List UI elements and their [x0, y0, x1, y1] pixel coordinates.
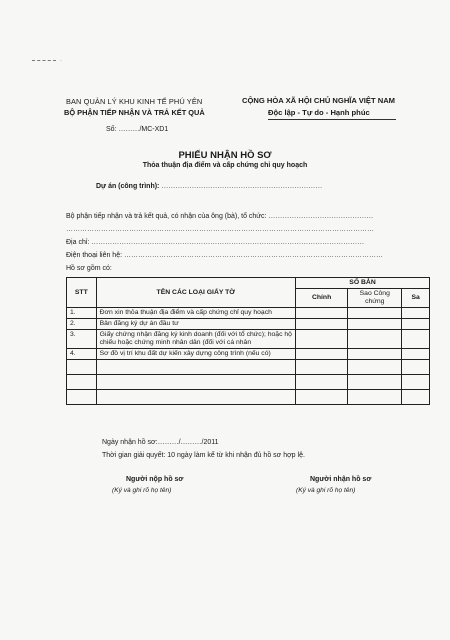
- cell-stt: 4.: [67, 349, 97, 360]
- header-so-ban: SỐ BẢN: [296, 278, 430, 289]
- field-dien-thoai-label: Điện thoại liên hệ:: [66, 252, 123, 259]
- signature-receiver-note: (Ký và ghi rõ họ tên): [296, 487, 356, 494]
- cell-name: Đơn xin thỏa thuận địa điểm và cấp chứng chỉ quy hoạch: [96, 308, 295, 319]
- cell-empty: [348, 360, 402, 375]
- signature-submitter-title: Người nộp hồ sơ: [126, 476, 184, 483]
- cell-empty: [67, 375, 97, 390]
- cell-empty: [67, 390, 97, 405]
- cell-empty: [96, 390, 295, 405]
- scan-artifact-line: [32, 60, 56, 61]
- cell-name: Giấy chứng nhận đăng ký kinh doanh (đối với tổ chức); hoặc hộ chiếu hoặc chứng minh nhân dân (đối với cá nhân: [96, 330, 295, 349]
- scan-artifact-dot: ·: [60, 58, 62, 64]
- field-du-an-dots: ……………………………………………………………: [161, 183, 323, 190]
- signature-submitter-note: (Ký và ghi rõ họ tên): [112, 487, 172, 494]
- cell-sa: [402, 349, 430, 360]
- cell-empty: [67, 360, 97, 375]
- table-row: [67, 349, 430, 360]
- thoi-gian-giai-quyet: Thời gian giải quyết: 10 ngày làm kể từ khi nhận đủ hồ sơ hợp lệ.: [102, 452, 305, 459]
- cell-stt: 3.: [67, 330, 97, 349]
- cell-name: Bản đăng ký dự án đầu tư: [96, 319, 295, 330]
- header-chinh: Chính: [296, 289, 348, 308]
- cell-empty: [296, 360, 348, 375]
- cell-sa: [402, 330, 430, 349]
- field-bo-phan-label: Bộ phận tiếp nhận và trả kết quả, có nhận của ông (bà), tổ chức:: [66, 213, 267, 220]
- country-line-1: CỘNG HÒA XÃ HỘI CHỦ NGHĨA VIỆT NAM: [242, 96, 396, 105]
- field-dia-chi: [66, 239, 364, 246]
- ngay-nhan-ho-so: Ngày nhận hồ sơ:………/………/2011: [102, 439, 219, 446]
- field-blank-line: ……………………………………………………………………………………………………………………: [66, 226, 374, 233]
- field-ho-so-gom: Hồ sơ gồm có:: [66, 265, 112, 272]
- cell-chinh: [296, 308, 348, 319]
- field-dia-chi-dots: ………………………………………………………………………………………………………: [91, 239, 365, 246]
- field-bo-phan-dots: ………………………………………: [268, 213, 374, 220]
- table-row-empty: [67, 390, 430, 405]
- cell-chinh: [296, 349, 348, 360]
- field-dien-thoai: [66, 252, 383, 259]
- field-bo-phan: [66, 213, 373, 220]
- cell-empty: [348, 375, 402, 390]
- motto-underline: [268, 119, 396, 120]
- field-du-an-label: Dự án (công trình):: [96, 183, 160, 190]
- header-sa: Sa: [402, 289, 430, 308]
- table-row-empty: [67, 375, 430, 390]
- cell-empty: [296, 390, 348, 405]
- table-row: [67, 330, 430, 349]
- field-du-an: [96, 183, 322, 190]
- document-subtitle: Thỏa thuận địa điểm và cấp chứng chỉ quy hoạch: [142, 162, 308, 169]
- cell-stt: 1.: [67, 308, 97, 319]
- documents-table: [66, 277, 430, 405]
- header-name: TÊN CÁC LOẠI GIẤY TỜ: [96, 278, 295, 308]
- cell-empty: [348, 390, 402, 405]
- cell-empty: [96, 360, 295, 375]
- table-row: [67, 319, 430, 330]
- org-line-2: BỘ PHẬN TIẾP NHẬN VÀ TRẢ KẾT QUẢ: [64, 108, 205, 117]
- cell-sao: [348, 308, 402, 319]
- signature-receiver-title: Người nhận hồ sơ: [310, 476, 372, 483]
- document-title: PHIẾU NHẬN HỒ SƠ: [178, 150, 272, 161]
- cell-chinh: [296, 330, 348, 349]
- cell-empty: [402, 375, 430, 390]
- table-row: [67, 308, 430, 319]
- cell-empty: [296, 375, 348, 390]
- cell-sa: [402, 308, 430, 319]
- cell-empty: [402, 360, 430, 375]
- document-number: Số: ………/MC-XD1: [106, 126, 169, 133]
- field-dia-chi-label: Địa chỉ:: [66, 239, 90, 246]
- cell-chinh: [296, 319, 348, 330]
- cell-empty: [96, 375, 295, 390]
- header-sao-cong-chung: Sao Công chứng: [348, 289, 402, 308]
- cell-empty: [402, 390, 430, 405]
- cell-sao: [348, 330, 402, 349]
- cell-stt: 2.: [67, 319, 97, 330]
- cell-sao: [348, 349, 402, 360]
- field-dien-thoai-dots: …………………………………………………………………………………………………: [124, 252, 383, 259]
- table-row-empty: [67, 360, 430, 375]
- cell-sao: [348, 319, 402, 330]
- country-line-2: Độc lập - Tự do - Hạnh phúc: [268, 108, 370, 117]
- cell-name: Sơ đồ vị trí khu đất dự kiến xây dựng công trình (nếu có): [96, 349, 295, 360]
- header-stt: STT: [67, 278, 97, 308]
- cell-sa: [402, 319, 430, 330]
- org-line-1: BAN QUẢN LÝ KHU KINH TẾ PHÚ YÊN: [66, 97, 203, 106]
